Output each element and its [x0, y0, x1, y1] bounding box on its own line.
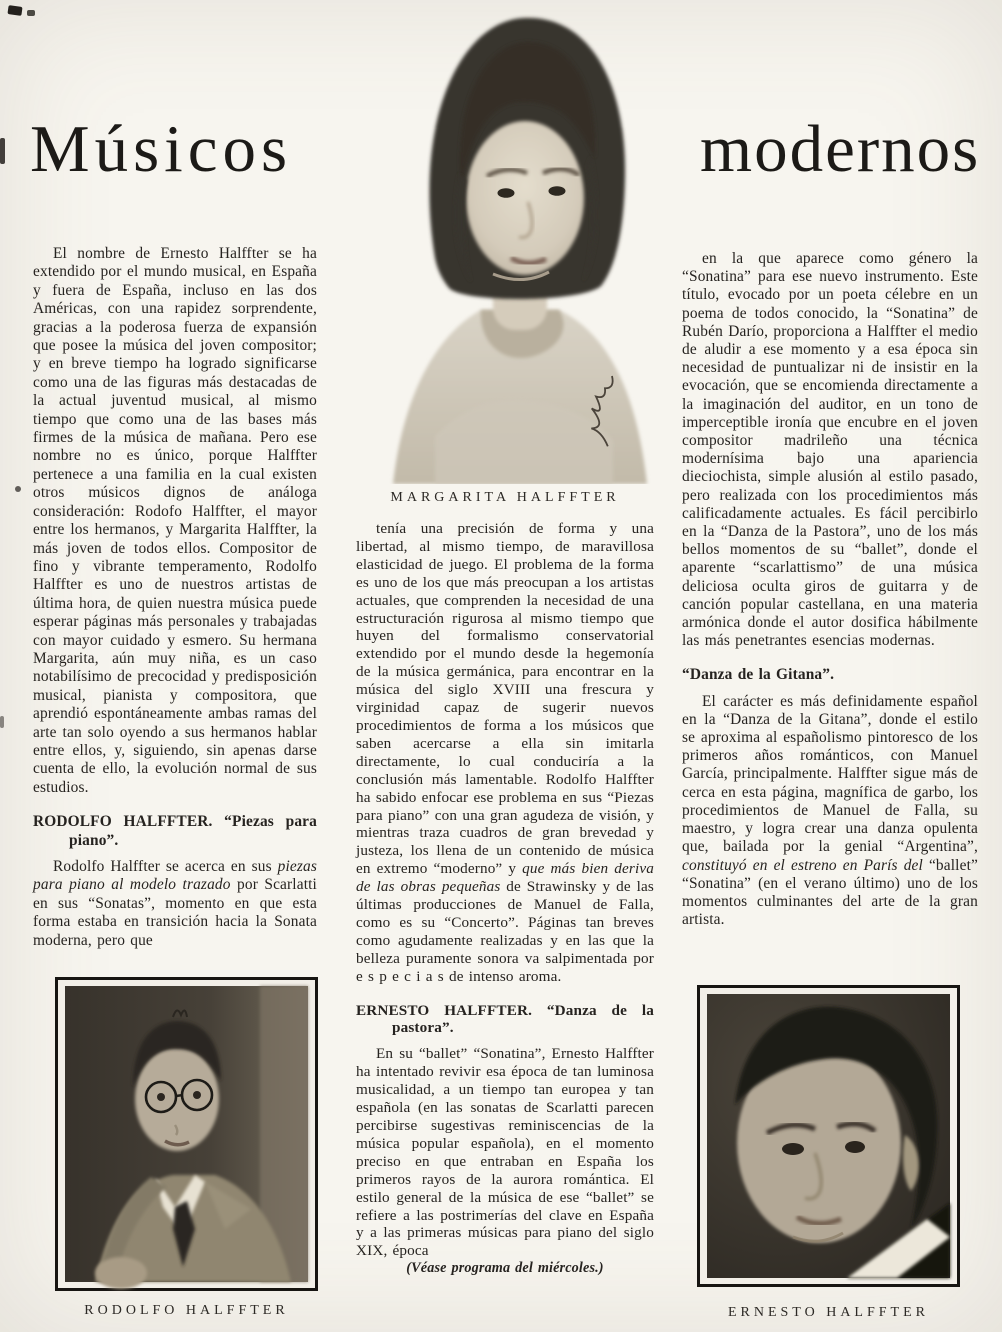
photo-margarita	[375, 6, 665, 484]
text-run: tenía una precisión de forma y una libertad, al mismo tiempo, de maravillosa elasticidad de juego. El problema de la forma es uno de los que más preocupan a los artistas actuales, que comprenden la necesidad de una estructuración rigurosa al mismo tiempo que huyen del formalismo conservatorial extendido por el mundo desde la hegemonía de la música germánica, para encontrar en la música del siglo XVIII una frescura y virginidad capaz de sugerir nuevos procedimientos de forma a los músicos que saben acercarse a ella sin imitarla directamente, lo cual conduciría a la conclusión más lamentable. Rodolfo Halffter ha sabido enfocar ese problema en sus “Piezas para piano” con una gran agudeza de visión, y mientras traza cuadros de gran brevedad y justeza, los llena de un contenido de música en extremo “moderno” y	[356, 520, 654, 878]
rodolfo-portrait-illustration	[55, 977, 318, 1291]
column-middle	[356, 520, 654, 1278]
scan-speck	[15, 486, 21, 492]
text-run: “ballet” “Sonatina” (en el verano último) uno de los momentos culminantes del arte de la gran artista.	[682, 856, 978, 929]
text-run: El carácter es más definidamente español en la “Danza de la Gitana”, donde el estilo se aproxima al españolismo pintoresco de los primeros años románticos, con Manuel García, principalmente. Halffter sigue más de cerca en esta página, magnífica de garbo, los procedimientos de Manuel de Falla, su maestro, y logra crear una danza opulenta que, bailada por la genial “Argentina”,	[682, 692, 978, 856]
section-heading-ernesto-danza-pastora	[356, 1002, 654, 1038]
photo-ernesto	[697, 985, 960, 1287]
text-run: “Danza de la Gitana”.	[682, 666, 835, 684]
scan-speck	[7, 5, 22, 16]
paragraph-forma	[356, 520, 654, 986]
text-run: en la que aparece como género la “Sonatina” para ese nuevo instrumento. Este título, evocado por un poeta célebre en un poema de todos conocido, la “Sonatina” de Rubén Darío, proporciona a Halffter el medio de aludir a ese momento y a esa época sin necesidad de puntualizar ni de insistir en la evocación, que se encomienda directamente a la imaginación del auditor, en un tono de imperceptible ironía que encubre en el joven compositor madrileño una técnica modernísima bajo una apariencia dieciochista, simple alusión al estilo pasado, pero realizada con los procedimientos más calificadamente actuales. Es fácil percibirlo en la “Danza de la Pastora”, uno de los más bellos momentos de su “ballet”, donde el aparente “scarlattismo” de una música deliciosa oculta giros de guitarra y de canción popular castellana, en una materia armónica donde el autor dosifica hábilmente las más penetrantes esencias modernas.	[682, 250, 978, 650]
headline-musicos: Músicos	[30, 112, 293, 186]
column-right	[682, 250, 978, 929]
text-run: El nombre de Ernesto Halffter se ha extendido por el mundo musical, en España y fuera de España, incluso en las dos Américas, con una rapidez sorprendente, gracias a la poderosa fuerza de expansión que posee la música del joven compositor; y en breve tiempo ha logrado significarse como una de las figuras más destacadas de la actual juventud musical, al mismo tiempo que como una de las bases más firmes de la música de mañana. Pero ese nombre no es único, porque Halffter pertenece a una familia en la cual existen otros músicos dignos de análoga consideración: Rodofo Halffter, el mayor entre los hermanos, y Margarita Halffter, la más joven de todos ellos. Compositor de fino y vibrante temperamento, Rodolfo Halffter es uno de nuestros artistas de última hora, de quien nuestra música puede esperar páginas más personales y trabajadas con mayor cuidado y esmero. Su hermana Margarita, aún muy niña, es un caso notabilísimo de precocidad y predisposición musical, pianista y compositora, que aprendió espontáneamente ambas ramas del arte tan solo oyendo a sus hermanos hablar entre ellos, y, siguiendo, sin apenas darse cuenta de ello, la evolución normal de sus estudios.	[33, 245, 317, 796]
section-heading-rodolfo-piezas	[33, 813, 317, 850]
text-run-italic: que más bien deriva de las obras pequeñas	[356, 860, 654, 896]
portrait-head	[429, 18, 625, 299]
ernesto-portrait-illustration	[697, 985, 960, 1287]
text-run: de Strawinsky y de las últimas producciones de Manuel de Falla, como es su “Concerto”. Páginas tan breves como agudamente realizadas y en las que la belleza puramente sonora va salpimentada por e s p e c i a s de intenso aroma.	[356, 878, 654, 985]
photo-caption-ernesto: ERNESTO HALFFTER	[727, 1305, 930, 1320]
text-run-italic: piezas para piano al modelo trazado	[33, 858, 317, 894]
margarita-portrait-illustration	[375, 6, 665, 484]
text-run: ERNESTO HALFFTER. “Danza de la pastora”.	[356, 1001, 654, 1037]
photo-caption-margarita: MARGARITA HALFFTER	[390, 490, 620, 505]
text-run: por Scarlatti en sus “Sonatas”, momento en que esta forma estaba en transición hacia la Sonata moderna, pero que	[33, 876, 317, 949]
text-run: En su “ballet” “Sonatina”, Ernesto Halffter ha intentado revivir esa época de tan luminosa musicalidad, a un tiempo tan europea y tan española (en las sonatas de Scarlatti parecen percibirse sugestivas reminiscencias de la música popular española), en el momento preciso en que entraban en España los primeros rayos de la aurora romántica. El estilo general de la música de ese “ballet” se refiere a las postrimerías del clave en España y a las primeras músicas para piano del siglo XIX, época	[356, 1045, 654, 1260]
headline-modernos: modernos	[700, 112, 981, 186]
photo-caption-rodolfo: RODOLFO HALFFTER	[84, 1303, 289, 1318]
paragraph-rodolfo-piezas	[33, 858, 317, 950]
paragraph-sonatina	[356, 1045, 654, 1260]
text-run-italic: constituyó en el estreno en París del	[682, 856, 923, 874]
column-left	[33, 245, 317, 950]
text-run: RODOLFO HALFFTER. “Piezas para piano”.	[33, 813, 317, 849]
paragraph-sonatina-genero	[682, 250, 978, 650]
text-run: Rodolfo Halffter se acerca en sus	[53, 858, 278, 875]
program-note: (Véase programa del miércoles.)	[406, 1260, 604, 1277]
scan-speck	[0, 716, 4, 728]
scan-speck	[27, 10, 35, 16]
section-heading-danza-gitana	[682, 666, 978, 684]
paragraph-danza-gitana	[682, 693, 978, 930]
paragraph-intro	[33, 245, 317, 797]
scan-speck	[0, 138, 5, 164]
photo-rodolfo	[55, 977, 318, 1291]
